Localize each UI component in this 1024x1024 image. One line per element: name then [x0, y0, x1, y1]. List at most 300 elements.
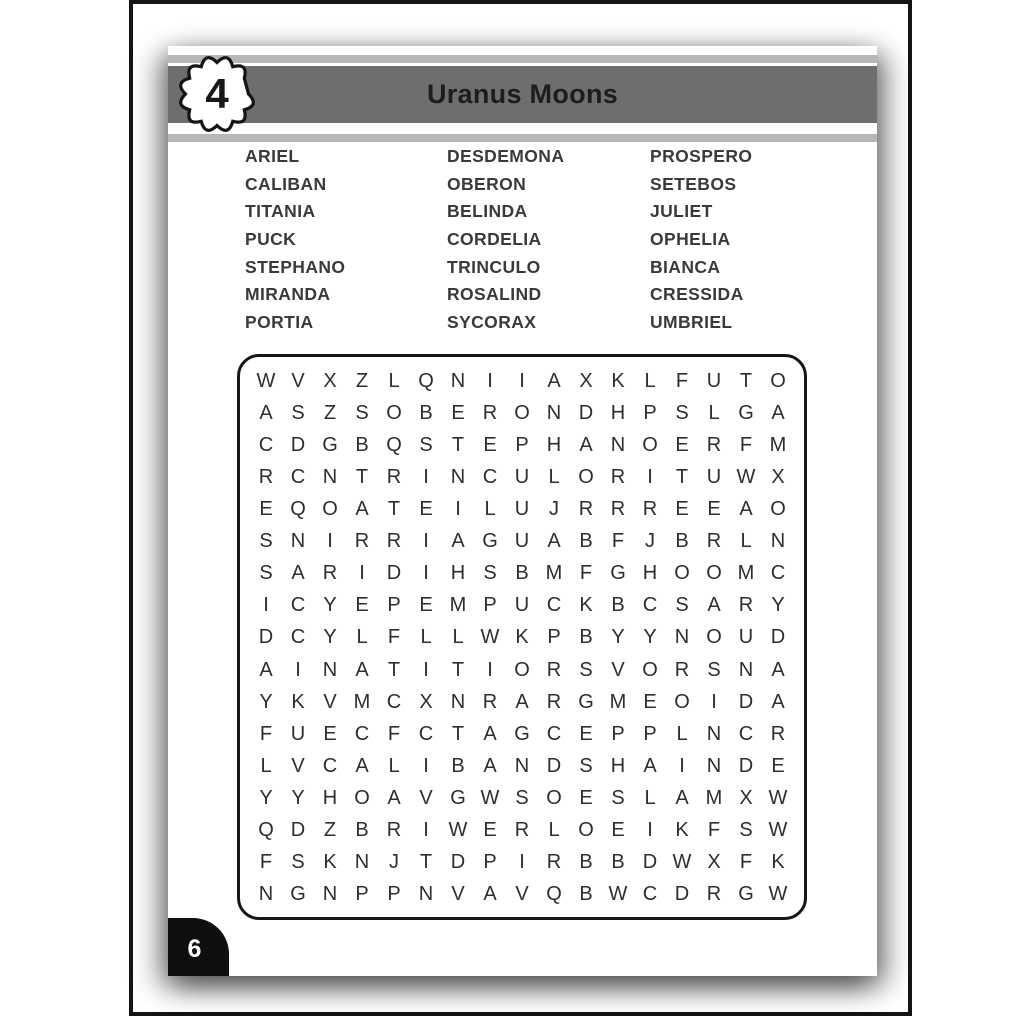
grid-cell: R — [514, 819, 530, 842]
grid-cell: D — [290, 819, 306, 842]
grid-cell: L — [452, 626, 464, 649]
grid-cell: G — [322, 433, 338, 456]
grid-cell: C — [354, 722, 370, 745]
grid-cell: O — [674, 562, 690, 585]
grid-cell: L — [484, 498, 496, 521]
grid-cell: P — [547, 626, 561, 649]
word-list-item: OBERON — [447, 173, 527, 194]
grid-cell: L — [644, 787, 656, 810]
grid-cell: F — [675, 369, 689, 392]
grid-cell: O — [578, 465, 594, 488]
grid-cell: A — [675, 787, 689, 810]
grid-cell: K — [675, 819, 689, 842]
grid-cell: V — [611, 658, 625, 681]
grid-cell: P — [387, 883, 401, 906]
grid-cell: B — [579, 530, 593, 553]
grid-cell: S — [579, 658, 593, 681]
grid-cell: A — [259, 401, 273, 424]
word-list-item: SETEBOS — [650, 173, 737, 194]
grid-cell: N — [706, 722, 722, 745]
wordsearch-grid — [250, 365, 794, 911]
grid-cell: Y — [259, 787, 273, 810]
grid-cell: X — [707, 851, 721, 874]
grid-cell: E — [771, 754, 785, 777]
grid-cell: E — [451, 401, 465, 424]
grid-cell: O — [706, 562, 722, 585]
grid-cell: T — [419, 851, 433, 874]
grid-cell: R — [546, 851, 562, 874]
grid-cell: H — [322, 787, 338, 810]
grid-cell: Y — [323, 594, 337, 617]
grid-cell: B — [611, 594, 625, 617]
grid-cell: N — [322, 465, 338, 488]
grid-cell: D — [546, 754, 562, 777]
grid-cell: W — [480, 787, 500, 810]
grid-cell: R — [642, 498, 658, 521]
grid-cell: U — [514, 465, 530, 488]
grid-cell: G — [738, 401, 754, 424]
grid-cell: P — [515, 433, 529, 456]
grid-cell: E — [643, 690, 657, 713]
grid-cell: R — [322, 562, 338, 585]
grid-cell: U — [514, 498, 530, 521]
grid-cell: E — [579, 787, 593, 810]
grid-cell: C — [258, 433, 274, 456]
grid-cell: H — [642, 562, 658, 585]
grid-cell: Y — [259, 690, 273, 713]
grid-cell: O — [706, 626, 722, 649]
grid-cell: R — [706, 433, 722, 456]
grid-cell: T — [451, 658, 465, 681]
grid-cell: V — [451, 883, 465, 906]
grid-cell: N — [258, 883, 274, 906]
grid-cell: N — [770, 530, 786, 553]
grid-cell: R — [386, 530, 402, 553]
word-list-item: TRINCULO — [447, 256, 541, 277]
grid-cell: L — [548, 465, 560, 488]
word-list-item: UMBRIEL — [650, 312, 733, 333]
grid-cell: G — [578, 690, 594, 713]
grid-cell: J — [549, 498, 559, 521]
grid-cell: B — [451, 754, 465, 777]
grid-cell: N — [546, 401, 562, 424]
grid-cell: O — [514, 401, 530, 424]
word-list — [245, 143, 825, 337]
grid-cell: F — [611, 530, 625, 553]
grid-cell: Z — [323, 819, 337, 842]
grid-cell: D — [642, 851, 658, 874]
grid-cell: E — [483, 433, 497, 456]
grid-cell: A — [355, 658, 369, 681]
word-list-item: SYCORAX — [447, 312, 537, 333]
grid-cell: X — [419, 690, 433, 713]
grid-cell: R — [738, 594, 754, 617]
grid-cell: L — [388, 369, 400, 392]
grid-cell: W — [448, 819, 468, 842]
word-list-item: JULIET — [650, 201, 713, 222]
word-list-column — [245, 143, 447, 337]
grid-cell: S — [675, 594, 689, 617]
grid-cell: O — [546, 787, 562, 810]
grid-cell: K — [515, 626, 529, 649]
grid-cell: U — [738, 626, 754, 649]
grid-cell: D — [450, 851, 466, 874]
grid-cell: M — [705, 787, 723, 810]
word-list-item: ARIEL — [245, 146, 300, 166]
grid-cell: U — [514, 594, 530, 617]
grid-cell: Y — [771, 594, 785, 617]
word-list-item: BIANCA — [650, 256, 721, 277]
grid-cell: A — [547, 369, 561, 392]
grid-cell: A — [547, 530, 561, 553]
grid-cell: E — [259, 498, 273, 521]
grid-cell: W — [768, 883, 788, 906]
grid-cell: A — [355, 498, 369, 521]
grid-cell: L — [420, 626, 432, 649]
grid-cell: D — [738, 690, 754, 713]
grid-cell: R — [354, 530, 370, 553]
grid-cell: D — [258, 626, 274, 649]
grid-cell: B — [419, 401, 433, 424]
grid-cell: Y — [291, 787, 305, 810]
grid-cell: B — [579, 626, 593, 649]
grid-cell: T — [387, 498, 401, 521]
word-list-item: PUCK — [245, 229, 297, 250]
grid-cell: V — [291, 369, 305, 392]
grid-cell: E — [707, 498, 721, 521]
word-list-item: TITANIA — [245, 201, 316, 222]
grid-cell: N — [610, 433, 626, 456]
grid-cell: C — [322, 754, 338, 777]
grid-cell: G — [738, 883, 754, 906]
grid-cell: D — [578, 401, 594, 424]
grid-cell: D — [290, 433, 306, 456]
grid-cell: C — [290, 594, 306, 617]
grid-cell: A — [771, 658, 785, 681]
grid-cell: T — [451, 722, 465, 745]
grid-cell: E — [611, 819, 625, 842]
grid-cell: N — [354, 851, 370, 874]
grid-cell: C — [290, 465, 306, 488]
word-list-item: BELINDA — [447, 201, 528, 222]
grid-cell: I — [359, 562, 365, 585]
word-list-item: CORDELIA — [447, 229, 542, 250]
grid-cell: L — [388, 754, 400, 777]
grid-cell: O — [642, 433, 658, 456]
grid-cell: R — [706, 530, 722, 553]
grid-cell: D — [386, 562, 402, 585]
grid-cell: I — [423, 465, 429, 488]
grid-cell: L — [548, 819, 560, 842]
grid-cell: C — [418, 722, 434, 745]
grid-cell: A — [771, 690, 785, 713]
grid-cell: F — [387, 722, 401, 745]
grid-cell: X — [739, 787, 753, 810]
grid-cell: C — [642, 883, 658, 906]
grid-cell: Q — [546, 883, 562, 906]
grid-cell: A — [579, 433, 593, 456]
grid-cell: O — [322, 498, 338, 521]
grid-cell: G — [610, 562, 626, 585]
grid-cell: F — [259, 851, 273, 874]
grid-cell: J — [389, 851, 399, 874]
grid-cell: K — [771, 851, 785, 874]
grid-cell: V — [419, 787, 433, 810]
grid-cell: E — [675, 498, 689, 521]
grid-cell: C — [482, 465, 498, 488]
word-list-column — [650, 143, 825, 337]
grid-cell: A — [739, 498, 753, 521]
grid-cell: S — [355, 401, 369, 424]
grid-cell: U — [706, 465, 722, 488]
grid-cell: O — [674, 690, 690, 713]
grid-cell: L — [740, 530, 752, 553]
grid-cell: N — [450, 369, 466, 392]
grid-cell: O — [386, 401, 402, 424]
grid-cell: B — [675, 530, 689, 553]
grid-cell: I — [327, 530, 333, 553]
grid-cell: V — [515, 883, 529, 906]
header-stripe-top — [168, 55, 877, 63]
grid-cell: S — [419, 433, 433, 456]
grid-cell: W — [736, 465, 756, 488]
grid-cell: R — [386, 465, 402, 488]
grid-cell: A — [483, 722, 497, 745]
grid-cell: U — [514, 530, 530, 553]
grid-cell: A — [707, 594, 721, 617]
word-list-item: PROSPERO — [650, 146, 753, 166]
header-stripe-bottom — [168, 134, 877, 142]
grid-cell: E — [419, 594, 433, 617]
grid-cell: Q — [258, 819, 274, 842]
grid-cell: P — [355, 883, 369, 906]
grid-cell: A — [643, 754, 657, 777]
grid-cell: W — [768, 819, 788, 842]
grid-cell: N — [706, 754, 722, 777]
grid-cell: E — [419, 498, 433, 521]
grid-cell: N — [450, 465, 466, 488]
grid-cell: W — [768, 787, 788, 810]
grid-cell: P — [643, 401, 657, 424]
grid-cell: Q — [386, 433, 402, 456]
grid-cell: P — [483, 851, 497, 874]
grid-cell: O — [578, 819, 594, 842]
word-list-item: CALIBAN — [245, 173, 327, 194]
grid-cell: J — [645, 530, 655, 553]
grid-cell: V — [323, 690, 337, 713]
grid-cell: I — [487, 369, 493, 392]
grid-cell: E — [355, 594, 369, 617]
grid-cell: R — [546, 658, 562, 681]
grid-cell: T — [451, 433, 465, 456]
grid-cell: M — [737, 562, 755, 585]
grid-cell: I — [423, 658, 429, 681]
grid-cell: S — [739, 819, 753, 842]
grid-cell: R — [386, 819, 402, 842]
grid-cell: R — [770, 722, 786, 745]
word-list-item: OPHELIA — [650, 229, 731, 250]
grid-cell: M — [353, 690, 371, 713]
grid-cell: K — [323, 851, 337, 874]
grid-cell: I — [295, 658, 301, 681]
grid-cell: D — [770, 626, 786, 649]
grid-cell: H — [610, 401, 626, 424]
grid-cell: I — [423, 754, 429, 777]
grid-cell: U — [290, 722, 306, 745]
grid-cell: S — [611, 787, 625, 810]
page-title: Uranus Moons — [426, 79, 619, 109]
grid-cell: F — [739, 433, 753, 456]
grid-cell: C — [386, 690, 402, 713]
grid-cell: T — [355, 465, 369, 488]
grid-cell: M — [769, 433, 787, 456]
grid-cell: L — [676, 722, 688, 745]
grid-cell: C — [642, 594, 658, 617]
grid-cell: N — [514, 754, 530, 777]
grid-cell: I — [263, 594, 269, 617]
grid-cell: N — [450, 690, 466, 713]
grid-cell: B — [355, 819, 369, 842]
grid-cell: I — [679, 754, 685, 777]
grid-cell: A — [291, 562, 305, 585]
grid-cell: D — [674, 883, 690, 906]
grid-cell: E — [579, 722, 593, 745]
grid-cell: O — [770, 369, 786, 392]
grid-cell: I — [647, 465, 653, 488]
puzzle-number: 4 — [205, 70, 229, 117]
word-list-item: PORTIA — [245, 312, 314, 333]
grid-cell: M — [609, 690, 627, 713]
grid-cell: H — [546, 433, 562, 456]
grid-cell: P — [387, 594, 401, 617]
grid-cell: A — [387, 787, 401, 810]
grid-cell: I — [455, 498, 461, 521]
grid-cell: B — [515, 562, 529, 585]
grid-cell: A — [483, 754, 497, 777]
grid-cell: A — [259, 658, 273, 681]
grid-cell: R — [578, 498, 594, 521]
grid-cell: F — [387, 626, 401, 649]
grid-cell: Y — [643, 626, 657, 649]
grid-cell: H — [610, 754, 626, 777]
grid-cell: S — [259, 530, 273, 553]
grid-cell: S — [291, 401, 305, 424]
grid-cell: H — [450, 562, 466, 585]
grid-cell: G — [482, 530, 498, 553]
grid-cell: Q — [290, 498, 306, 521]
grid-cell: A — [515, 690, 529, 713]
grid-cell: U — [706, 369, 722, 392]
grid-cell: N — [322, 883, 338, 906]
puzzle-number-badge — [174, 51, 260, 137]
grid-cell: E — [483, 819, 497, 842]
grid-cell: O — [770, 498, 786, 521]
page-number: 6 — [187, 934, 202, 963]
word-list-item: DESDEMONA — [447, 146, 565, 166]
grid-cell: S — [259, 562, 273, 585]
grid-cell: I — [423, 530, 429, 553]
grid-cell: G — [450, 787, 466, 810]
grid-cell: W — [256, 369, 276, 392]
grid-cell: D — [738, 754, 754, 777]
grid-cell: L — [644, 369, 656, 392]
grid-cell: F — [739, 851, 753, 874]
grid-cell: P — [611, 722, 625, 745]
grid-cell: W — [672, 851, 692, 874]
grid-cell: R — [706, 883, 722, 906]
grid-cell: Y — [611, 626, 625, 649]
grid-cell: M — [449, 594, 467, 617]
grid-cell: R — [482, 401, 498, 424]
grid-cell: B — [579, 851, 593, 874]
grid-cell: S — [707, 658, 721, 681]
grid-cell: V — [291, 754, 305, 777]
grid-cell: R — [674, 658, 690, 681]
grid-cell: L — [356, 626, 368, 649]
word-list-column — [447, 143, 650, 337]
puzzle-page-sheet — [168, 46, 877, 976]
grid-cell: S — [291, 851, 305, 874]
grid-cell: A — [355, 754, 369, 777]
grid-cell: T — [739, 369, 753, 392]
word-list-item: CRESSIDA — [650, 284, 744, 305]
grid-cell: N — [674, 626, 690, 649]
grid-cell: E — [675, 433, 689, 456]
grid-cell: B — [611, 851, 625, 874]
grid-cell: S — [675, 401, 689, 424]
grid-cell: P — [643, 722, 657, 745]
grid-cell: C — [546, 594, 562, 617]
grid-cell: F — [259, 722, 273, 745]
page-number-tab — [168, 918, 229, 976]
grid-cell: Z — [323, 401, 337, 424]
grid-cell: R — [546, 690, 562, 713]
grid-cell: O — [514, 658, 530, 681]
grid-cell: N — [290, 530, 306, 553]
grid-cell: E — [323, 722, 337, 745]
grid-cell: K — [579, 594, 593, 617]
word-list-item: MIRANDA — [245, 284, 331, 305]
grid-cell: I — [647, 819, 653, 842]
grid-cell: Z — [355, 369, 369, 392]
grid-cell: I — [423, 562, 429, 585]
grid-cell: A — [451, 530, 465, 553]
grid-cell: T — [387, 658, 401, 681]
grid-cell: T — [675, 465, 689, 488]
grid-cell: L — [708, 401, 720, 424]
grid-cell: G — [290, 883, 306, 906]
grid-cell: Y — [323, 626, 337, 649]
wordsearch-grid-border — [237, 354, 807, 920]
grid-cell: O — [354, 787, 370, 810]
grid-cell: G — [514, 722, 530, 745]
grid-cell: I — [711, 690, 717, 713]
grid-cell: B — [355, 433, 369, 456]
word-list-item: STEPHANO — [245, 256, 346, 277]
grid-cell: S — [483, 562, 497, 585]
header-band — [168, 66, 877, 123]
grid-cell: I — [519, 851, 525, 874]
grid-cell: N — [418, 883, 434, 906]
grid-cell: C — [738, 722, 754, 745]
grid-cell: F — [579, 562, 593, 585]
grid-cell: Q — [418, 369, 434, 392]
grid-cell: A — [771, 401, 785, 424]
grid-cell: R — [482, 690, 498, 713]
word-list-item: ROSALIND — [447, 284, 542, 305]
grid-cell: L — [260, 754, 272, 777]
grid-cell: K — [611, 369, 625, 392]
